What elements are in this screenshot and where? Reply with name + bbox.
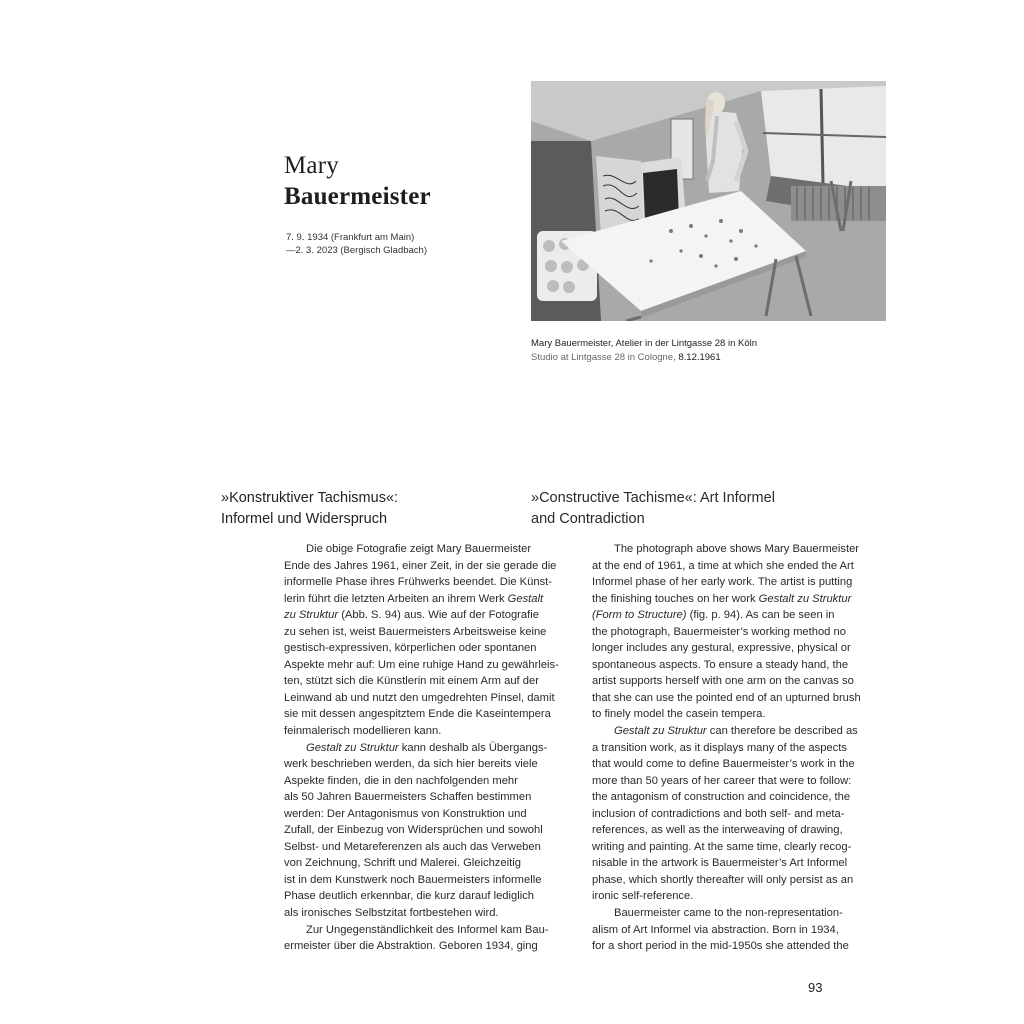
text-line [592, 789, 892, 806]
text-line [592, 888, 892, 905]
text-segment: zu sehen ist, weist Bauermeisters Arbeitsweise keine [284, 625, 547, 638]
heading-english-line-1: »Constructive Tachisme«: Art Informel [531, 490, 775, 506]
caption-german: Mary Bauermeister, Atelier in der Lintgasse 28 in Köln [531, 338, 758, 349]
text-line [284, 723, 584, 740]
text-line [592, 855, 892, 872]
text-line [284, 855, 584, 872]
text-line [284, 591, 584, 608]
birth-date: 7. 9. 1934 (Frankfurt am Main) [286, 232, 415, 243]
text-line [592, 839, 892, 856]
text-segment: inclusion of contradictions and both self- and meta- [592, 807, 845, 820]
text-line [284, 690, 584, 707]
work-title: zu Struktur [284, 609, 339, 622]
photo-caption [531, 337, 757, 365]
text-line [592, 607, 892, 624]
text-line [592, 822, 892, 839]
work-title: Gestalt [507, 592, 544, 605]
text-segment: kann deshalb als Übergangs- [398, 741, 548, 754]
text-segment: that would come to define Bauermeister’s work in the [592, 758, 855, 771]
text-line [592, 905, 892, 922]
text-line [284, 756, 584, 773]
text-line [284, 905, 584, 922]
text-line [592, 740, 892, 757]
text-segment: werk beschrieben werden, da sich hier bereits viele [284, 758, 538, 771]
text-line [284, 806, 584, 823]
text-segment: for a short period in the mid-1950s she attended the [592, 940, 849, 953]
text-line [592, 690, 892, 707]
text-segment: The photograph above shows Mary Bauermeister [614, 543, 860, 555]
text-segment: references, as well as the interweaving of drawing, [592, 824, 843, 837]
text-line [284, 607, 584, 624]
text-line [592, 756, 892, 773]
text-line [592, 574, 892, 591]
text-line [284, 922, 584, 939]
text-segment: werden: Der Antagonismus von Konstruktion und [284, 807, 527, 820]
heading-english-line-2: and Contradiction [531, 511, 645, 527]
caption-english [531, 351, 757, 365]
section-heading-english [531, 488, 775, 530]
text-segment: lerin führt die letzten Arbeiten an ihrem Werk [284, 592, 508, 605]
studio-photograph [531, 81, 886, 321]
text-segment: Aspekte finden, die in den nachfolgenden mehr [284, 774, 518, 787]
text-segment: longer includes any gestural, expressive, physical or [592, 642, 851, 655]
text-segment: nisable in the artwork is Bauermeister’s Art Informel [592, 857, 848, 870]
text-segment: Zufall, der Einbezug von Widersprüchen und sowohl [284, 824, 543, 837]
text-line [592, 872, 892, 889]
text-segment: gestisch-expressiven, körperlichen oder spontanen [284, 642, 537, 655]
text-line [592, 624, 892, 641]
artist-first-name: Mary [284, 152, 339, 179]
artist-last-name: Bauermeister [284, 183, 431, 210]
text-line [592, 558, 892, 575]
caption-english-text: Studio at Lintgasse 28 in Cologne, [531, 352, 676, 363]
work-title: Gestalt zu Struktur [758, 592, 852, 605]
text-segment: can therefore be described as [706, 725, 858, 738]
text-line [284, 773, 584, 790]
text-line [284, 872, 584, 889]
text-line [592, 706, 892, 723]
text-segment: Leinwand ab und nutzt den umgedrehten Pinsel, damit [284, 691, 555, 704]
text-segment: Die obige Fotografie zeigt Mary Bauermeister [306, 543, 532, 555]
text-line [284, 673, 584, 690]
text-line [592, 938, 892, 955]
text-segment: to finely model the casein tempera. [592, 708, 766, 721]
text-segment: more than 50 years of her career that were to follow: [592, 774, 852, 787]
text-line [284, 740, 584, 757]
text-segment: sie mit dessen angespitztem Ende die Kaseintempera [284, 708, 551, 721]
heading-german-line-1: »Konstruktiver Tachismus«: [221, 490, 399, 506]
body-text-german [284, 541, 584, 955]
heading-german-line-2: Informel und Widerspruch [221, 511, 388, 527]
text-line [284, 938, 584, 955]
text-segment: Ende des Jahres 1961, einer Zeit, in der sie gerade die [284, 559, 557, 572]
text-segment: Selbst- und Metareferenzen als auch das Verweben [284, 840, 541, 853]
text-line [592, 657, 892, 674]
text-line [592, 640, 892, 657]
text-line [284, 822, 584, 839]
page-number: 93 [808, 980, 823, 995]
text-line [284, 574, 584, 591]
section-heading-german [221, 488, 398, 530]
artist-name [284, 150, 431, 212]
text-segment: (Abb. S. 94) aus. Wie auf der Fotografie [338, 609, 539, 622]
text-segment: the finishing touches on her work [592, 592, 759, 605]
text-line [284, 789, 584, 806]
text-segment: a transition work, as it displays many of the aspects [592, 741, 847, 754]
text-segment: spontaneous aspects. To ensure a steady hand, the [592, 658, 849, 671]
text-segment: Zur Ungegenständlichkeit des Informel kam Bau- [306, 923, 549, 936]
caption-date: 8.12.1961 [675, 352, 721, 363]
text-segment: feinmalerisch modellieren kann. [284, 725, 442, 738]
text-line [592, 773, 892, 790]
text-segment: Aspekte mehr auf: Um eine ruhige Hand zu gewährleis- [284, 658, 559, 671]
work-title: (Form to Structure) [592, 609, 687, 622]
text-line [592, 591, 892, 608]
text-segment: als 50 Jahren Bauermeisters Schaffen bestimmen [284, 791, 532, 804]
text-line [284, 541, 584, 558]
work-title: Gestalt zu Struktur [306, 741, 399, 754]
text-line [284, 839, 584, 856]
text-segment: informelle Phase ihres Frühwerks beendet. Die Künst- [284, 576, 553, 589]
work-title: Gestalt zu Struktur [614, 725, 707, 738]
text-segment: alism of Art Informel via abstraction. Born in 1934, [592, 923, 839, 936]
text-segment: Bauermeister came to the non-representation- [614, 907, 843, 920]
text-line [284, 888, 584, 905]
text-segment: ermeister über die Abstraktion. Geboren 1934, ging [284, 940, 538, 953]
text-segment: artist supports herself with one arm on the canvas so [592, 675, 854, 688]
text-segment: that she can use the pointed end of an upturned brush [592, 691, 861, 704]
text-line [592, 723, 892, 740]
text-line [592, 673, 892, 690]
text-line [284, 558, 584, 575]
text-line [592, 922, 892, 939]
artist-dates [286, 231, 427, 257]
text-line [592, 541, 892, 558]
text-segment: Phase deutlich erkennbar, die kurz darauf lediglich [284, 890, 535, 903]
text-segment: the antagonism of construction and coincidence, the [592, 791, 851, 804]
text-line [284, 640, 584, 657]
text-segment: ten, stützt sich die Künstlerin mit einem Arm auf der [284, 675, 539, 688]
text-segment: (fig. p. 94). As can be seen in [686, 609, 835, 622]
body-text-english [592, 541, 892, 955]
text-line [284, 706, 584, 723]
text-segment: phase, which shortly thereafter will only persist as an [592, 873, 854, 886]
text-segment: at the end of 1961, a time at which she ended the Art [592, 559, 854, 572]
text-segment: Informel phase of her early work. The artist is putting [592, 576, 853, 589]
text-segment: als ironisches Selbstzitat fortbestehen wird. [284, 907, 499, 920]
text-line [284, 657, 584, 674]
text-line [592, 806, 892, 823]
text-segment: the photograph, Bauermeister’s working method no [592, 625, 846, 638]
death-date: —2. 3. 2023 (Bergisch Gladbach) [286, 245, 427, 256]
text-line [284, 624, 584, 641]
text-segment: ist in dem Kunstwerk noch Bauermeisters informelle [284, 873, 542, 886]
text-segment: ironic self-reference. [592, 890, 694, 903]
text-segment: writing and painting. At the same time, clearly recog- [592, 840, 852, 853]
text-segment: von Zeichnung, Schrift und Malerei. Gleichzeitig [284, 857, 521, 870]
